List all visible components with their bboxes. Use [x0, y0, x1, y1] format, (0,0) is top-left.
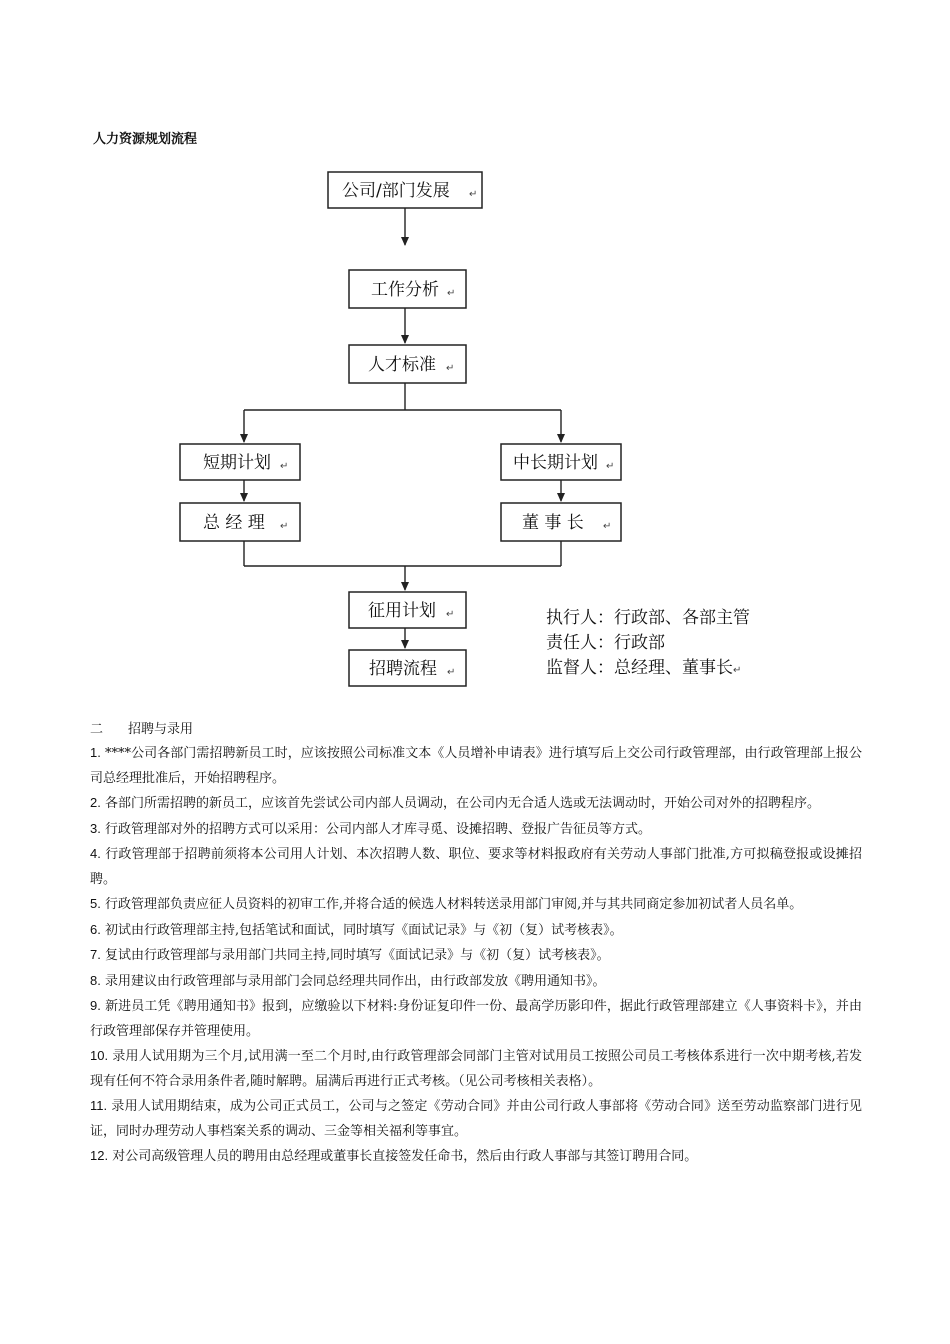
list-item-number: 5. — [90, 896, 101, 911]
node-job-analysis-label: 工作分析 — [371, 280, 439, 300]
list-item-text: 初试由行政管理部主持,包括笔试和面试，同时填写《面试记录》与《初（复）试考核表》。 — [104, 922, 623, 938]
list-item-number: 2. — [90, 795, 101, 810]
node-job-analysis — [349, 270, 466, 308]
section-title: 招聘与录用 — [128, 722, 194, 737]
list-item — [90, 892, 862, 918]
return-mark-icon: ↵ — [733, 665, 742, 676]
node-recruit-plan-label: 征用计划 — [368, 601, 436, 621]
list-item — [90, 918, 862, 944]
list-item — [90, 741, 862, 791]
return-mark-icon: ↵ — [446, 363, 455, 374]
list-item-text: 新进员工凭《聘用通知书》报到，应缴验以下材料:身份证复印件一份、最高学历影印件，据此行政管理部建立《人事资料卡》，并由行政管理部保存并管理使用。 — [90, 999, 862, 1039]
node-talent-standard-label: 人才标准 — [368, 355, 436, 375]
node-talent-standard — [349, 345, 466, 383]
node-company-dev — [328, 172, 482, 208]
recruitment-rules-list — [90, 741, 862, 1170]
node-short-term-plan — [180, 444, 300, 480]
list-item-text: 录用人试用期结束，成为公司正式员工，公司与之签定《劳动合同》并由公司行政人事部将《劳动合同》送至劳动监察部门进行见证，同时办理劳动人事档案关系的调动、三金等相关福利等事宜。 — [90, 1099, 862, 1139]
list-item-number: 11. — [90, 1098, 108, 1113]
return-mark-icon: ↵ — [446, 609, 455, 620]
node-long-term-plan-label: 中长期计划 — [513, 453, 598, 473]
return-mark-icon: ↵ — [447, 288, 456, 299]
section-heading — [90, 718, 193, 737]
list-item-text: ****公司各部门需招聘新员工时，应该按照公司标准文本《人员增补申请表》进行填写后上交公司行政管理部，由行政管理部上报公司总经理批准后，开始招聘程序。 — [90, 746, 862, 786]
list-item — [90, 943, 862, 969]
node-company-dev-label: 公司/部门发展 — [342, 181, 450, 201]
list-item-text: 录用建议由行政管理部与录用部门会同总经理共同作出，由行政部发放《聘用通知书》。 — [104, 973, 606, 989]
node-chairman — [501, 503, 621, 541]
list-item-text: 各部门所需招聘的新员工，应该首先尝试公司内部人员调动，在公司内无合适人选或无法调动时，开始公司对外的招聘程序。 — [104, 796, 820, 811]
list-item — [90, 817, 862, 843]
list-item-text: 行政管理部负责应征人员资料的初审工作,并将合适的候选人材料转送录用部门审阅,并与其共同商定参加初试者人员名单。 — [104, 897, 803, 912]
list-item-number: 6. — [90, 921, 101, 937]
list-item — [90, 842, 862, 892]
list-item-number: 10. — [90, 1048, 109, 1063]
return-mark-icon: ↵ — [447, 667, 456, 678]
return-mark-icon: ↵ — [606, 461, 615, 472]
supervisor-line — [546, 656, 750, 683]
return-mark-icon: ↵ — [603, 521, 612, 532]
list-item-number: 7. — [90, 947, 101, 962]
section-number: 二 — [90, 722, 104, 737]
list-item-number: 4. — [90, 846, 101, 861]
list-item — [90, 1144, 862, 1170]
list-item-number: 1. — [90, 745, 101, 760]
node-short-term-plan-label: 短期计划 — [203, 453, 271, 473]
list-item-text: 对公司高级管理人员的聘用由总经理或董事长直接签发任命书，然后由行政人事部与其签订聘用合同。 — [112, 1149, 698, 1164]
node-long-term-plan — [501, 444, 621, 480]
node-recruit-plan — [349, 592, 466, 628]
document-title: 人力资源规划流程 — [93, 132, 198, 147]
list-item-number: 12. — [90, 1148, 109, 1163]
list-item-number: 9. — [90, 998, 101, 1013]
node-general-manager — [180, 503, 300, 541]
list-item-number: 8. — [90, 972, 101, 988]
return-mark-icon: ↵ — [469, 189, 478, 200]
node-recruit-process — [349, 650, 466, 686]
node-chairman-label: 董 事 长 — [522, 513, 584, 533]
list-item-text: 录用人试用期为三个月,试用满一至二个月时,由行政管理部会同部门主管对试用员工按照公司员工考核体系进行一次中期考核,若发现有任何不符合录用条件者,随时解聘。届满后再进行正式考核。（见公司考核相关表格）。 — [90, 1049, 862, 1089]
list-item — [90, 969, 862, 995]
responsible-line: 责任人：行政部 — [546, 633, 665, 653]
supervisor-text: 监督人：总经理、董事长 — [546, 658, 733, 678]
node-recruit-process-label: 招聘流程 — [369, 659, 437, 679]
list-item-text: 复试由行政管理部与录用部门共同主持,同时填写《面试记录》与《初（复）试考核表》。 — [104, 948, 610, 963]
responsibility-block — [546, 606, 750, 683]
executor-line: 执行人：行政部、各部主管 — [546, 608, 750, 628]
return-mark-icon: ↵ — [280, 521, 289, 532]
list-item — [90, 791, 862, 817]
list-item — [90, 994, 862, 1044]
list-item — [90, 1094, 862, 1144]
list-item-number: 3. — [90, 820, 101, 836]
return-mark-icon: ↵ — [280, 461, 289, 472]
list-item-text: 行政管理部对外的招聘方式可以采用：公司内部人才库寻觅、设摊招聘、登报广告征员等方式。 — [104, 821, 651, 837]
node-general-manager-label: 总 经 理 — [203, 513, 265, 533]
list-item-text: 行政管理部于招聘前须将本公司用人计划、本次招聘人数、职位、要求等材料报政府有关劳动人事部门批准,方可拟稿登报或设摊招聘。 — [90, 847, 862, 887]
list-item — [90, 1044, 862, 1094]
